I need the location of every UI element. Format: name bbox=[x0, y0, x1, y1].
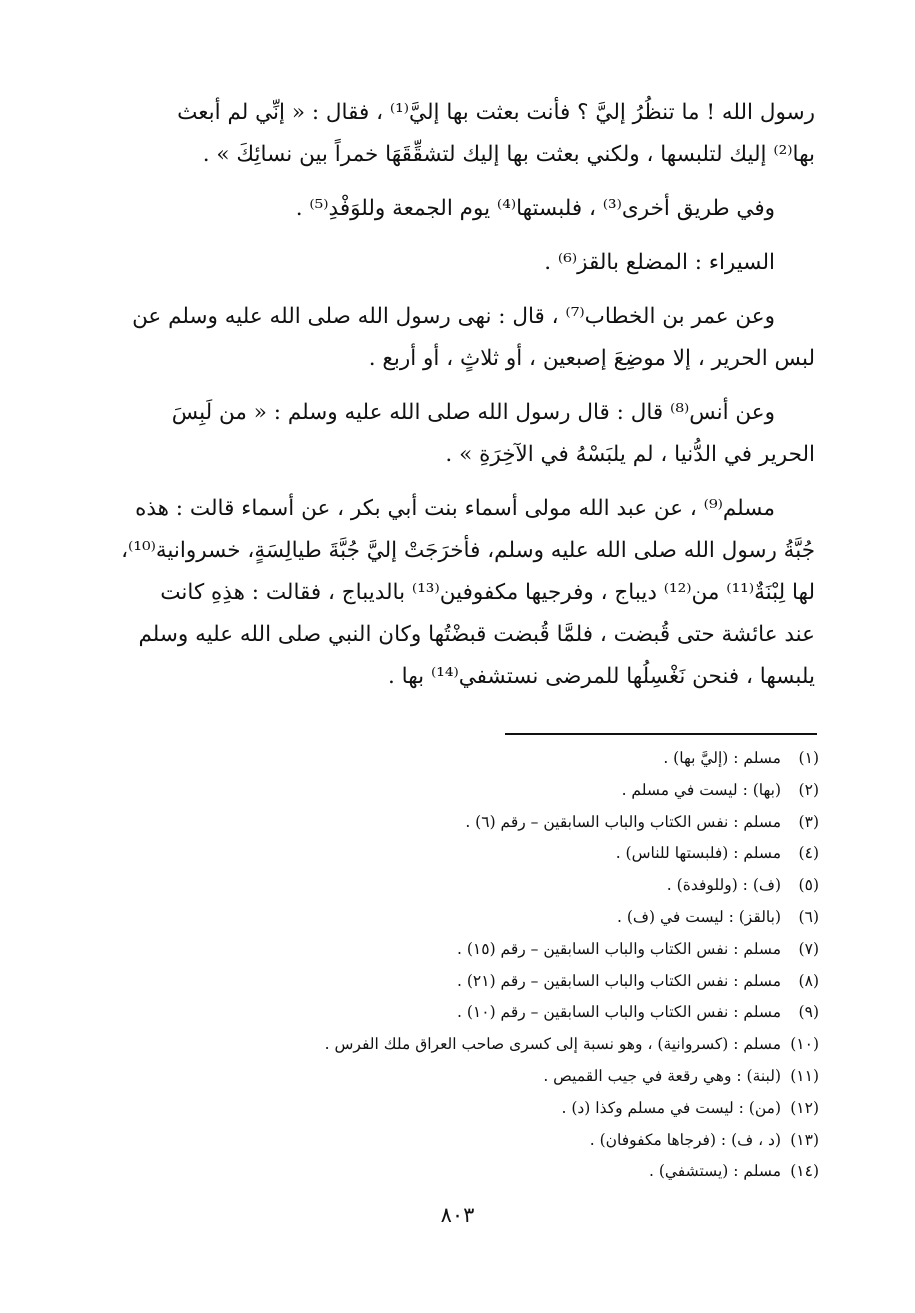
footnote-number: (٩) bbox=[798, 1003, 819, 1022]
footnote bbox=[99, 934, 819, 966]
footnote bbox=[99, 1093, 819, 1125]
footnote-number: (١٤) bbox=[790, 1162, 819, 1181]
text-line: يلبسها ، فنحن نَغْسِلُها للمرضى نستشفي⁽¹⁴⁾ بها . bbox=[388, 664, 815, 689]
text-line: السيراء : المضلع بالقز⁽⁶⁾ . bbox=[544, 250, 775, 275]
paragraph-4 bbox=[100, 296, 815, 380]
footnote bbox=[99, 1156, 819, 1188]
footnote-text: (د ، ف) : (فرجاها مكفوفان) . bbox=[589, 1130, 781, 1149]
footnote-number: (٢) bbox=[798, 780, 819, 799]
footnote-text: (ف) : (وللوفدة) . bbox=[666, 876, 781, 895]
footnote-number: (١٢) bbox=[790, 1098, 819, 1117]
footnote-separator bbox=[505, 733, 817, 735]
footnote bbox=[99, 997, 819, 1029]
footnote bbox=[99, 1061, 819, 1093]
footnote-text: مسلم : نفس الكتاب والباب السابقين – رقم (١٠) . bbox=[457, 1003, 781, 1022]
footnote-text: (من) : ليست في مسلم وكذا (د) . bbox=[561, 1098, 781, 1117]
text-line: بها⁽²⁾ إليك لتلبسها ، ولكني بعثت بها إليك لتشقِّقَهَا خمراً بين نسائِكَ » . bbox=[202, 142, 815, 167]
text-line: لها لِبْنَةٌ⁽¹¹⁾ من⁽¹²⁾ ديباج ، وفرجيها مكفوفين⁽¹³⁾ بالديباج ، فقالت : هذِهِ كانت bbox=[160, 580, 815, 605]
footnote-text: مسلم : (فلبستها للناس) . bbox=[615, 844, 781, 863]
footnotes-list bbox=[99, 743, 819, 1188]
footnote-text: مسلم : نفس الكتاب والباب السابقين – رقم (٢١) . bbox=[457, 971, 781, 990]
paragraph-3 bbox=[100, 242, 815, 284]
footnote-number: (٤) bbox=[798, 844, 819, 863]
footnote bbox=[99, 743, 819, 775]
paragraph-1 bbox=[100, 92, 815, 176]
footnote bbox=[99, 870, 819, 902]
footnote-number: (١) bbox=[798, 749, 819, 767]
text-line: الحرير في الدُّنيا ، لم يلبَسْهُ في الآخِرَةِ » . bbox=[445, 442, 815, 467]
text-line: لبس الحرير ، إلا موضِعَ إصبعين ، أو ثلاثٍ ، أو أربع . bbox=[368, 346, 815, 371]
text-line: وفي طريق أخرى⁽³⁾ ، فلبستها⁽⁴⁾ يوم الجمعة وللوَفْدِ⁽⁵⁾ . bbox=[295, 196, 775, 221]
footnote-number: (١١) bbox=[790, 1066, 819, 1085]
footnote-text: مسلم : (يستشفي) . bbox=[648, 1162, 781, 1181]
footnote-number: (٥) bbox=[798, 876, 819, 895]
text-line: وعن أنس⁽⁸⁾ قال : قال رسول الله صلى الله عليه وسلم : « من لَبِسَ bbox=[171, 400, 775, 425]
text-line: رسول الله ! ما تنظُرُ إليَّ ؟ فأنت بعثت بها إليَّ⁽¹⁾ ، فقال : « إنِّي لم أبعث bbox=[177, 100, 815, 125]
footnote bbox=[99, 966, 819, 998]
text-line: عند عائشة حتى قُبضت ، فلمَّا قُبضت قبضْتُها وكان النبي صلى الله عليه وسلم bbox=[138, 622, 815, 647]
footnote bbox=[99, 1029, 819, 1061]
footnote-number: (٧) bbox=[798, 939, 819, 958]
paragraph-2 bbox=[100, 188, 815, 230]
footnote-text: مسلم : نفس الكتاب والباب السابقين – رقم (١٥) . bbox=[457, 939, 781, 958]
footnote bbox=[99, 1125, 819, 1157]
footnote-text: (لبنة) : وهي رقعة في جيب القميص . bbox=[543, 1066, 781, 1085]
footnote-number: (١٣) bbox=[790, 1130, 819, 1149]
footnote-number: (٣) bbox=[798, 812, 819, 831]
footnote-text: مسلم : نفس الكتاب والباب السابقين – رقم (٦) . bbox=[465, 812, 781, 831]
text-line: وعن عمر بن الخطاب⁽⁷⁾ ، قال : نهى رسول الله صلى الله عليه وسلم عن bbox=[132, 304, 775, 329]
footnote bbox=[99, 838, 819, 870]
footnote-text: مسلم : (إليَّ بها) . bbox=[663, 749, 781, 767]
footnote bbox=[99, 775, 819, 807]
footnote-text: (بالقز) : ليست في (ف) . bbox=[617, 907, 781, 926]
footnote-number: (٦) bbox=[798, 907, 819, 926]
text-line: مسلم⁽⁹⁾ ، عن عبد الله مولى أسماء بنت أبي بكر ، عن أسماء قالت : هذه bbox=[135, 496, 775, 521]
page-number: ٨٠٣ bbox=[440, 1203, 475, 1227]
footnote-text: (بها) : ليست في مسلم . bbox=[621, 780, 781, 799]
main-text bbox=[100, 92, 815, 698]
footnote-text: مسلم : (كسروانية) ، وهو نسبة إلى كسرى صاحب العراق ملك الفرس . bbox=[324, 1035, 781, 1054]
footnote bbox=[99, 902, 819, 934]
text-line: جُبَّةُ رسول الله صلى الله عليه وسلم، فأخرَجَتْ إليَّ جُبَّةَ طيالِسَةٍ، خسروانية⁽¹⁰⁾، bbox=[121, 538, 815, 563]
paragraph-5 bbox=[100, 392, 815, 476]
footnote-number: (٨) bbox=[798, 971, 819, 990]
paragraph-6 bbox=[100, 488, 815, 698]
footnote bbox=[99, 807, 819, 839]
footnote-number: (١٠) bbox=[790, 1035, 819, 1054]
